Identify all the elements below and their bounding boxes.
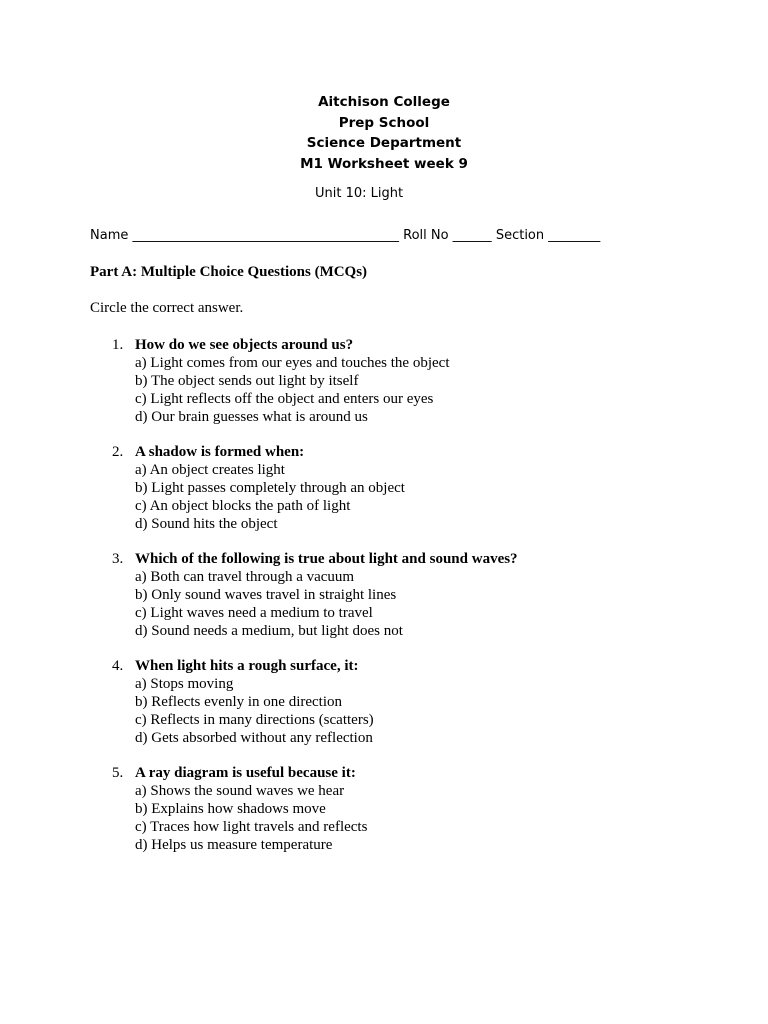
- answer-option: a) Shows the sound waves we hear: [135, 783, 345, 799]
- answer-option: c) Light reflects off the object and enters our eyes: [135, 391, 434, 407]
- question-item: [0, 550, 768, 640]
- answer-option: c) Light waves need a medium to travel: [135, 605, 373, 621]
- answer-option: d) Helps us measure temperature: [135, 837, 333, 853]
- question-body: [135, 443, 695, 533]
- answer-option: b) The object sends out light by itself: [135, 373, 359, 389]
- answer-option: a) Both can travel through a vacuum: [135, 569, 355, 585]
- answer-option: a) Light comes from our eyes and touches the object: [135, 355, 450, 371]
- answer-option: d) Our brain guesses what is around us: [135, 409, 368, 425]
- answer-option: b) Only sound waves travel in straight lines: [135, 587, 397, 603]
- answer-option: d) Sound needs a medium, but light does not: [135, 623, 403, 639]
- answer-option: b) Light passes completely through an object: [135, 480, 405, 496]
- answer-option: a) An object creates light: [135, 462, 285, 478]
- worksheet-title: M1 Worksheet week 9: [300, 155, 468, 172]
- answer-option: b) Explains how shadows move: [135, 801, 326, 817]
- student-info-line: Name _________________________________________ Roll No ______ Section ________: [90, 228, 601, 243]
- school-section: Prep School: [338, 114, 430, 131]
- question-number: 2.: [112, 444, 124, 460]
- question-text: A shadow is formed when:: [135, 444, 305, 460]
- question-text: How do we see objects around us?: [135, 337, 354, 353]
- question-text: When light hits a rough surface, it:: [135, 658, 359, 674]
- question-number: 5.: [112, 765, 124, 781]
- question-item: [0, 443, 768, 533]
- answer-option: d) Sound hits the object: [135, 516, 278, 532]
- answer-option: c) An object blocks the path of light: [135, 498, 351, 514]
- answer-option: d) Gets absorbed without any reflection: [135, 730, 373, 746]
- question-number: 3.: [112, 551, 124, 567]
- instruction-text: Circle the correct answer.: [90, 300, 244, 316]
- question-number: 1.: [112, 337, 124, 353]
- question-body: [135, 336, 695, 426]
- question-item: [0, 764, 768, 854]
- question-body: [135, 550, 695, 640]
- department-name: Science Department: [306, 135, 462, 151]
- question-body: [135, 657, 695, 747]
- answer-option: a) Stops moving: [135, 676, 234, 692]
- question-text: A ray diagram is useful because it:: [135, 765, 356, 781]
- answer-option: c) Reflects in many directions (scatters): [135, 712, 374, 728]
- question-item: [0, 336, 768, 426]
- question-number: 4.: [112, 658, 124, 674]
- school-name: Aitchison College: [318, 94, 450, 110]
- answer-option: c) Traces how light travels and reflects: [135, 819, 368, 835]
- question-text: Which of the following is true about light and sound waves?: [135, 551, 518, 567]
- question-body: [135, 764, 695, 854]
- answer-option: b) Reflects evenly in one direction: [135, 694, 343, 710]
- question-item: [0, 657, 768, 747]
- unit-title: Unit 10: Light: [315, 186, 404, 201]
- question-list: [0, 336, 768, 871]
- part-a-heading: Part A: Multiple Choice Questions (MCQs): [90, 264, 368, 280]
- document-header: [0, 92, 768, 174]
